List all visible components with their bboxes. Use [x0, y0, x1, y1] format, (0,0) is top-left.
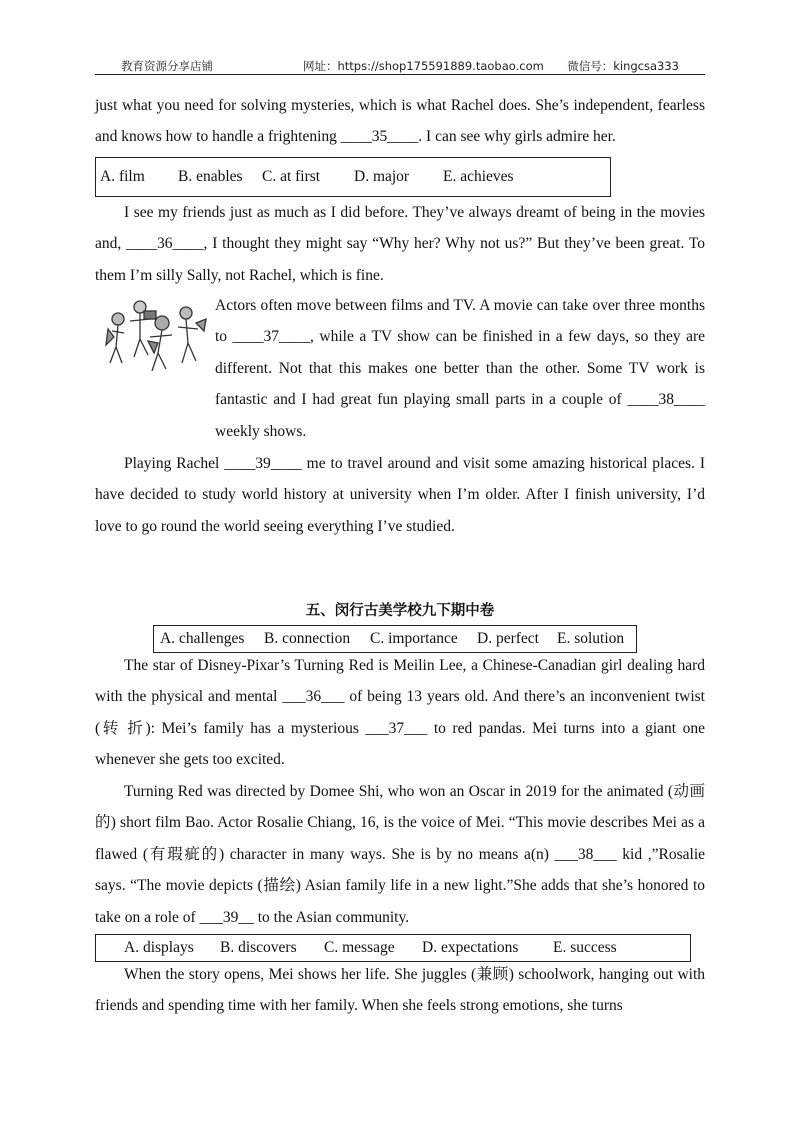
header-url[interactable]: 网址：https://shop175591889.taobao.com	[303, 59, 544, 73]
word-bank-1	[95, 157, 611, 197]
option-e: E. solution	[557, 630, 625, 647]
passage2-paragraph-1: The star of Disney-Pixar’s Turning Red is Meilin Lee, a Chinese-Canadian girl dealing hard with the physical and mental ___36___ of being 13 years old. And there’s an inconvenient twist (转 折): Mei’s family has a mysterious ___37___ to red pandas. Mei turns into a giant one whenever she gets too excited.	[95, 657, 705, 769]
option-c: C. message	[324, 939, 395, 956]
option-c: C. importance	[370, 630, 458, 647]
option-d: D. major	[354, 168, 410, 185]
option-a: A. displays	[124, 939, 194, 956]
word-bank-2	[153, 625, 637, 653]
passage1-paragraph-3-part-1	[215, 290, 705, 447]
passage1-paragraph-4: Playing Rachel ____39____ me to travel around and visit some amazing historical places. I have decided to study world history at university when I’m older. After I finish university, I’d love to go round the world seeing everything I’ve studied.	[95, 455, 705, 535]
word-bank-3	[95, 934, 691, 962]
illustration-image	[100, 297, 212, 375]
option-e: E. success	[553, 939, 617, 956]
page-header	[95, 56, 705, 75]
option-a: A. challenges	[160, 630, 245, 647]
section-title: 五、闵行古美学校九下期中卷	[305, 603, 495, 619]
passage2-paragraph-3: When the story opens, Mei shows her life. She juggles (兼顾) schoolwork, hanging out with friends and spending time with her family. When she feels strong emotions, she turns	[95, 966, 705, 1015]
passage1-paragraph-1: just what you need for solving mysteries, which is what Rachel does. She’s independent, fearless and knows how to handle a frightening ____35____. I can see why girls admire her.	[95, 97, 705, 146]
option-c: C. at first	[262, 168, 321, 185]
passage1-paragraph-2: I see my friends just as much as I did before. They’ve always dreamt of being in the movies and, ____36____, I thought they might say “Why her? Why not us?” But they’ve been great. To them I’m silly Sally, not Rachel, which is fine.	[95, 204, 705, 284]
option-b: B. enables	[178, 168, 243, 185]
option-b: B. discovers	[220, 939, 297, 956]
option-d: D. perfect	[477, 630, 539, 647]
option-a: A. film	[100, 168, 145, 185]
passage2-paragraph-2: Turning Red was directed by Domee Shi, who won an Oscar in 2019 for the animated (动画的) short film Bao. Actor Rosalie Chiang, 16, is the voice of Mei. “This movie describes Mei as a flawed (有瑕疵的) character in many ways. She is by no means a(n) ___38___ kid ,”Rosalie says. “The movie depicts (描绘) Asian family life in a new light.”She adds that she’s honored to take on a role of ___39__ to the Asian community.	[95, 783, 705, 926]
option-d: D. expectations	[422, 939, 519, 956]
header-wechat: 微信号：kingcsa333	[567, 59, 679, 73]
header-shop-name: 教育资源分享店铺	[121, 59, 213, 73]
option-b: B. connection	[264, 630, 351, 647]
passage1-paragraph-3-text: Actors often move between films and TV. A movie can take over three months to ____37____, while a TV show can be finished in a few days, so they are different. Not that this makes one better than the other. Some TV work is fantastic and I had great fun playing small parts in a couple of ____38____ weekly shows.	[215, 297, 705, 440]
option-e: E. achieves	[443, 168, 514, 185]
